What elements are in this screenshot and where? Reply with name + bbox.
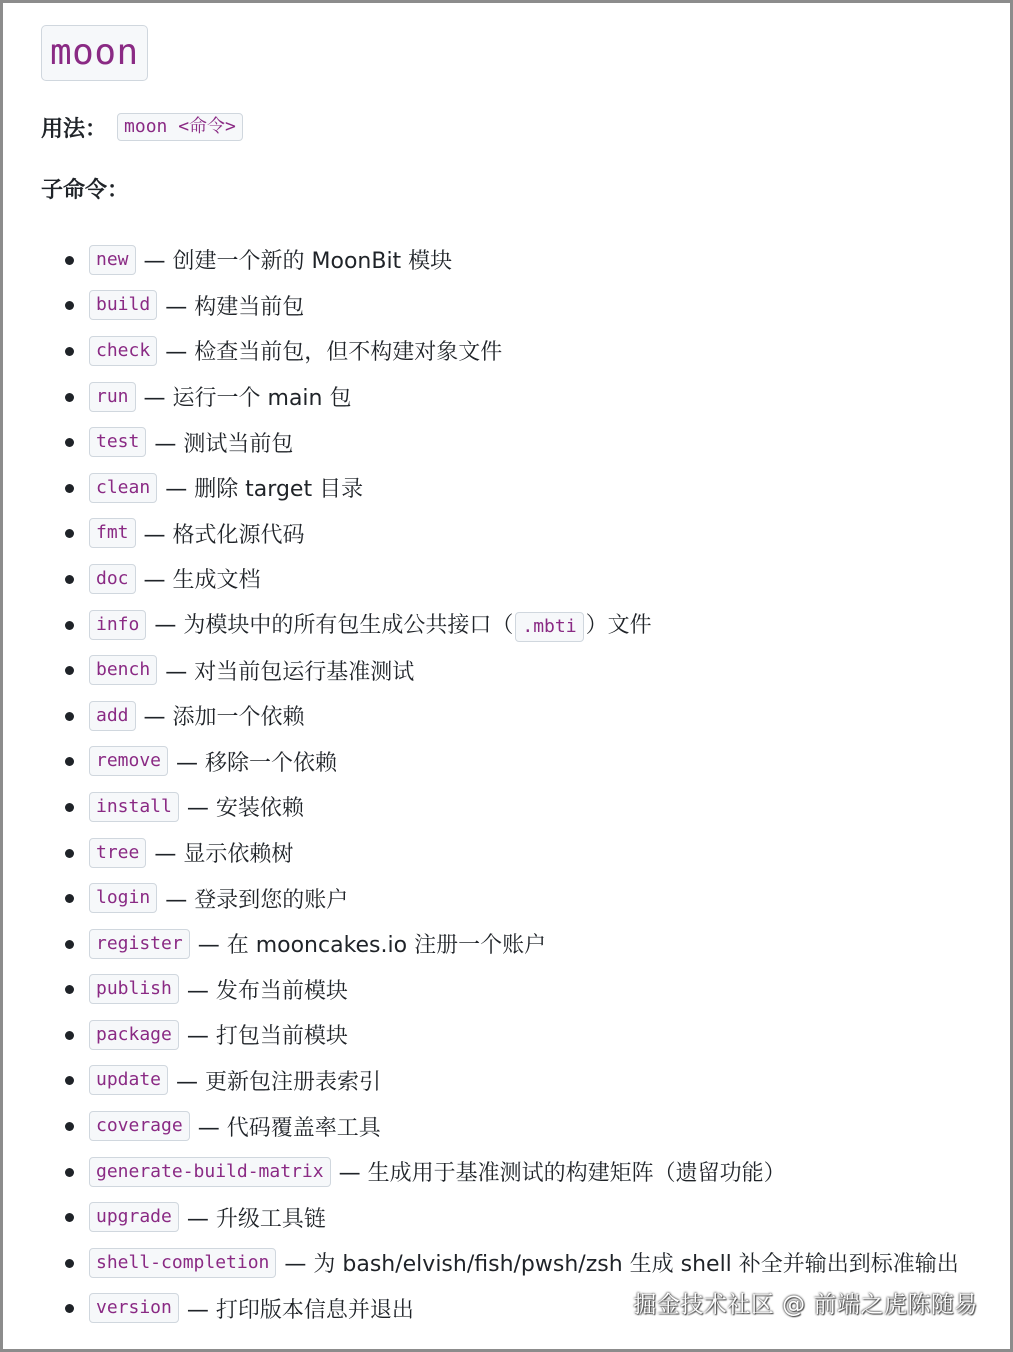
command-description: [154, 837, 293, 868]
command-description-text: 为 bash/elvish/fish/pwsh/zsh 生成 shell 补全并输出到标准输出: [313, 1252, 959, 1278]
separator-dash: —: [165, 340, 188, 366]
command-name-code: register: [89, 929, 190, 959]
command-description-text: 生成文档: [172, 568, 261, 594]
command-description: [198, 1111, 381, 1142]
command-name-code: clean: [89, 473, 157, 503]
command-description: [165, 335, 502, 366]
separator-dash: —: [154, 431, 177, 457]
inline-code: .mbti: [515, 612, 583, 642]
separator-dash: —: [143, 522, 166, 548]
command-description-text: 更新包注册表索引: [205, 1069, 382, 1095]
command-name-code: install: [89, 792, 179, 822]
command-description: [198, 928, 546, 959]
command-name-code: generate-build-matrix: [89, 1157, 331, 1187]
list-item: [41, 465, 959, 511]
command-description-text: 测试当前包: [183, 431, 294, 457]
command-name-code: add: [89, 701, 136, 731]
command-description: [176, 1065, 381, 1096]
command-name-code: doc: [89, 564, 136, 594]
separator-dash: —: [176, 1069, 199, 1095]
command-name-code: fmt: [89, 518, 136, 548]
command-description-text: 运行一个 main 包: [172, 386, 352, 412]
command-description-text: 删除 target 目录: [194, 477, 364, 503]
command-description-text: 格式化源代码: [172, 522, 305, 548]
command-description: [144, 563, 261, 594]
command-description-tail: ）文件: [585, 612, 652, 638]
list-item: [41, 739, 959, 785]
command-description-text: 打印版本信息并退出: [215, 1297, 414, 1323]
separator-dash: —: [165, 477, 188, 503]
command-description: [165, 883, 348, 914]
list-item: [41, 693, 959, 739]
list-item: [41, 1012, 959, 1058]
command-description-text: 生成用于基准测试的构建矩阵（遗留功能）: [367, 1161, 786, 1187]
command-description-text: 移除一个依赖: [205, 750, 338, 776]
command-name-code: update: [89, 1065, 168, 1095]
separator-dash: —: [143, 386, 166, 412]
command-description-text: 构建当前包: [194, 294, 305, 320]
command-description-text: 安装依赖: [215, 796, 304, 822]
command-name-code: remove: [89, 746, 168, 776]
command-description: [187, 1202, 326, 1233]
list-item: [41, 830, 959, 876]
command-description-text: 对当前包运行基准测试: [194, 659, 415, 685]
command-description-text: 检查当前包，但不构建对象文件: [194, 340, 503, 366]
command-description-text: 显示依赖树: [183, 842, 294, 868]
command-name-code: version: [89, 1293, 179, 1323]
command-description: [154, 427, 293, 458]
separator-dash: —: [197, 1115, 220, 1141]
list-item: [41, 1058, 959, 1104]
subcommands-heading: 子命令：: [41, 178, 130, 203]
list-item: [41, 875, 959, 921]
command-description-text: 在 mooncakes.io 注册一个账户: [226, 933, 547, 959]
list-item: [41, 784, 959, 830]
command-name-code: info: [89, 610, 146, 640]
separator-dash: —: [186, 1024, 209, 1050]
subcommand-list: [41, 237, 959, 1331]
command-name-code: run: [89, 382, 136, 412]
separator-dash: —: [176, 750, 199, 776]
command-description-text: 添加一个依赖: [172, 705, 305, 731]
usage-code: moon <命令>: [117, 113, 243, 141]
command-description: [187, 974, 348, 1005]
separator-dash: —: [165, 659, 188, 685]
command-description: [165, 655, 414, 686]
list-item: [41, 647, 959, 693]
command-description-text: 打包当前模块: [215, 1024, 348, 1050]
command-description-text: 登录到您的账户: [194, 887, 349, 913]
list-item: [41, 374, 959, 420]
separator-dash: —: [284, 1252, 307, 1278]
command-name-code: tree: [89, 838, 146, 868]
command-name-code: shell-completion: [89, 1248, 276, 1278]
command-name-code: publish: [89, 974, 179, 1004]
separator-dash: —: [186, 978, 209, 1004]
separator-dash: —: [143, 568, 166, 594]
separator-dash: —: [154, 612, 177, 638]
command-description: [339, 1156, 786, 1187]
command-description: [154, 608, 651, 642]
command-description: [144, 518, 305, 549]
separator-dash: —: [154, 842, 177, 868]
command-description: [144, 244, 453, 275]
command-description-text: 为模块中的所有包生成公共接口（: [183, 612, 514, 638]
command-name-code: upgrade: [89, 1202, 179, 1232]
command-description-text: 代码覆盖率工具: [226, 1115, 381, 1141]
command-name-code: new: [89, 245, 136, 275]
separator-dash: —: [186, 796, 209, 822]
list-item: [41, 283, 959, 329]
command-description: [187, 1293, 414, 1324]
list-item: [41, 511, 959, 557]
list-item: [41, 921, 959, 967]
usage-label: 用法：: [41, 116, 108, 142]
list-item: [41, 1103, 959, 1149]
command-name-code: bench: [89, 655, 157, 685]
command-description: [144, 700, 305, 731]
command-name-code: coverage: [89, 1111, 190, 1141]
separator-dash: —: [186, 1297, 209, 1323]
command-description-text: 升级工具链: [215, 1206, 326, 1232]
separator-dash: —: [338, 1161, 361, 1187]
separator-dash: —: [143, 249, 166, 275]
list-item: [41, 237, 959, 283]
command-description-text: 创建一个新的 MoonBit 模块: [172, 249, 453, 275]
command-name-code: build: [89, 290, 157, 320]
command-description: [144, 381, 352, 412]
list-item: [41, 328, 959, 374]
list-item: [41, 602, 959, 648]
separator-dash: —: [165, 294, 188, 320]
command-description: [284, 1247, 958, 1278]
separator-dash: —: [186, 1206, 209, 1232]
command-name-code: check: [89, 336, 157, 366]
command-description: [187, 1019, 348, 1050]
page-title: [41, 25, 990, 81]
command-name-code: package: [89, 1020, 179, 1050]
command-description: [176, 746, 337, 777]
watermark: 掘金技术社区 @ 前端之虎陈随易: [633, 1292, 978, 1318]
separator-dash: —: [143, 705, 166, 731]
list-item: [41, 556, 959, 602]
command-name-code: login: [89, 883, 157, 913]
command-description-text: 发布当前模块: [215, 978, 348, 1004]
list-item: [41, 1149, 959, 1195]
usage-line: [41, 110, 990, 144]
list-item: [41, 1240, 959, 1286]
command-description: [165, 472, 363, 503]
command-description: [165, 290, 304, 321]
list-item: [41, 967, 959, 1013]
command-description: [187, 791, 304, 822]
separator-dash: —: [165, 887, 188, 913]
title-code: moon: [41, 25, 148, 81]
list-item: [41, 419, 959, 465]
list-item: [41, 1194, 959, 1240]
command-name-code: test: [89, 427, 146, 457]
separator-dash: —: [197, 933, 220, 959]
